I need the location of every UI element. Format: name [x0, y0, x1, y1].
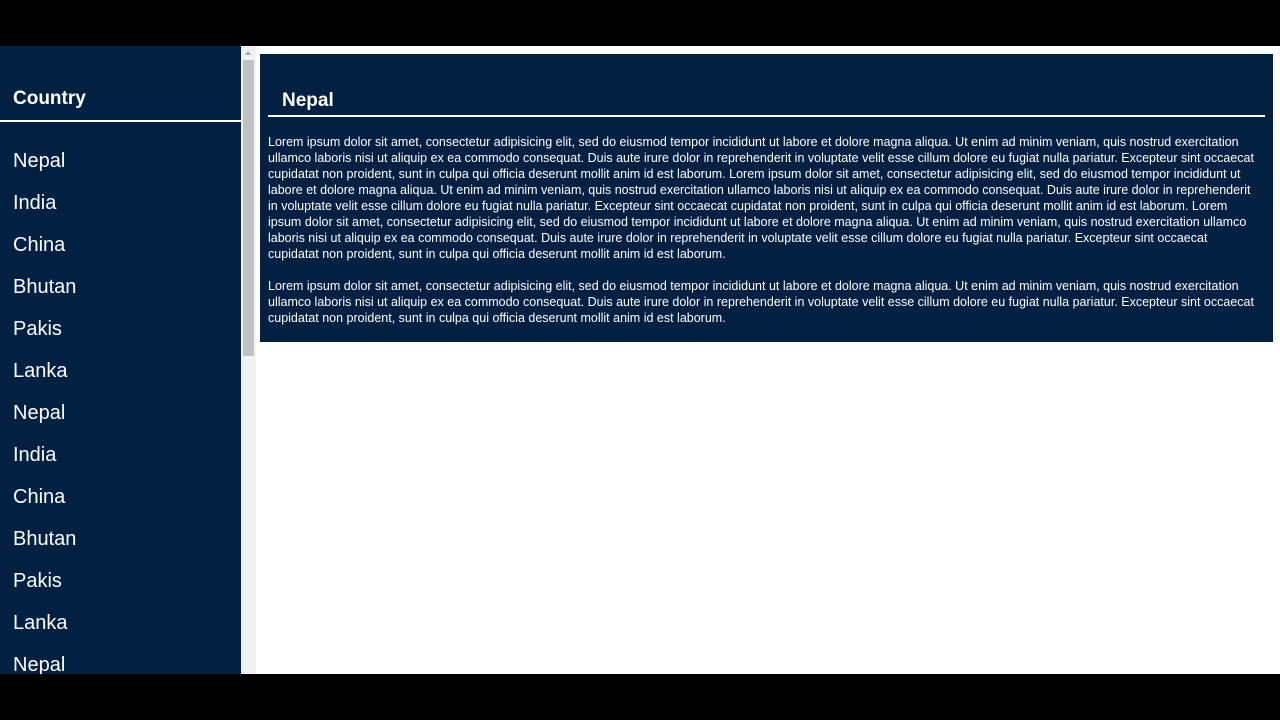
country-item[interactable]: Pakis [13, 570, 62, 592]
country-list [13, 146, 76, 674]
country-item[interactable]: Bhutan [13, 276, 77, 298]
country-detail-card [260, 54, 1273, 342]
sidebar-divider [0, 120, 241, 122]
sidebar [0, 46, 241, 674]
country-item[interactable]: Lanka [13, 360, 68, 382]
scroll-up-arrow-icon[interactable] [245, 51, 251, 55]
country-item[interactable]: China [13, 486, 66, 508]
sidebar-title: Country [13, 88, 86, 109]
title-divider [268, 115, 1265, 117]
country-item[interactable]: Lanka [13, 612, 68, 634]
country-item[interactable]: Bhutan [13, 528, 77, 550]
sidebar-scrollbar[interactable] [241, 46, 256, 674]
country-description [268, 134, 1258, 342]
country-item[interactable]: India [13, 192, 57, 214]
scrollbar-thumb[interactable] [243, 60, 254, 356]
page-viewport [0, 46, 1280, 674]
country-item[interactable]: China [13, 234, 66, 256]
description-paragraph: Lorem ipsum dolor sit amet, consectetur adipisicing elit, sed do eiusmod tempor incididunt ut labore et dolore magna aliqua. Ut enim ad minim veniam, quis nostrud exercitation ullamco laboris nisi ut aliquip ex ea commodo consequat. Duis aute irure dolor in reprehenderit in voluptate velit esse cillum dolore eu fugiat nulla pariatur. Excepteur sint occaecat cupidatat non proident, sunt in culpa qui officia deserunt mollit anim id est laborum. Lorem ipsum dolor sit amet, consectetur adipisicing elit, sed do eiusmod tempor incididunt ut labore et dolore magna aliqua. Ut enim ad minim veniam, quis nostrud exercitation ullamco laboris nisi ut aliquip ex ea commodo consequat. Duis aute irure dolor in reprehenderit in voluptate velit esse cillum dolore eu fugiat nulla pariatur. Excepteur sint occaecat cupidatat non proident, sunt in culpa qui officia deserunt mollit anim id est laborum. Lorem ipsum dolor sit amet, consectetur adipisicing elit, sed do eiusmod tempor incididunt ut labore et dolore magna aliqua. Ut enim ad minim veniam, quis nostrud exercitation ullamco laboris nisi ut aliquip ex ea commodo consequat. Duis aute irure dolor in reprehenderit in voluptate velit esse cillum dolore eu fugiat nulla pariatur. Excepteur sint occaecat cupidatat non proident, sunt in culpa qui officia deserunt mollit anim id est laborum. [268, 135, 1254, 261]
letterbox-top [0, 0, 1280, 46]
description-paragraph: Lorem ipsum dolor sit amet, consectetur adipisicing elit, sed do eiusmod tempor incididunt ut labore et dolore magna aliqua. Ut enim ad minim veniam, quis nostrud exercitation ullamco laboris nisi ut aliquip ex ea commodo consequat. Duis aute irure dolor in reprehenderit in voluptate velit esse cillum dolore eu fugiat nulla pariatur. Excepteur sint occaecat cupidatat non proident, sunt in culpa qui officia deserunt mollit anim id est laborum. [268, 279, 1254, 325]
country-item[interactable]: Nepal [13, 150, 66, 172]
country-item[interactable]: India [13, 444, 57, 466]
country-item[interactable]: Nepal [13, 654, 66, 674]
country-title: Nepal [282, 90, 334, 111]
country-item[interactable]: Pakis [13, 318, 62, 340]
letterbox-bottom [0, 674, 1280, 720]
country-item[interactable]: Nepal [13, 402, 66, 424]
